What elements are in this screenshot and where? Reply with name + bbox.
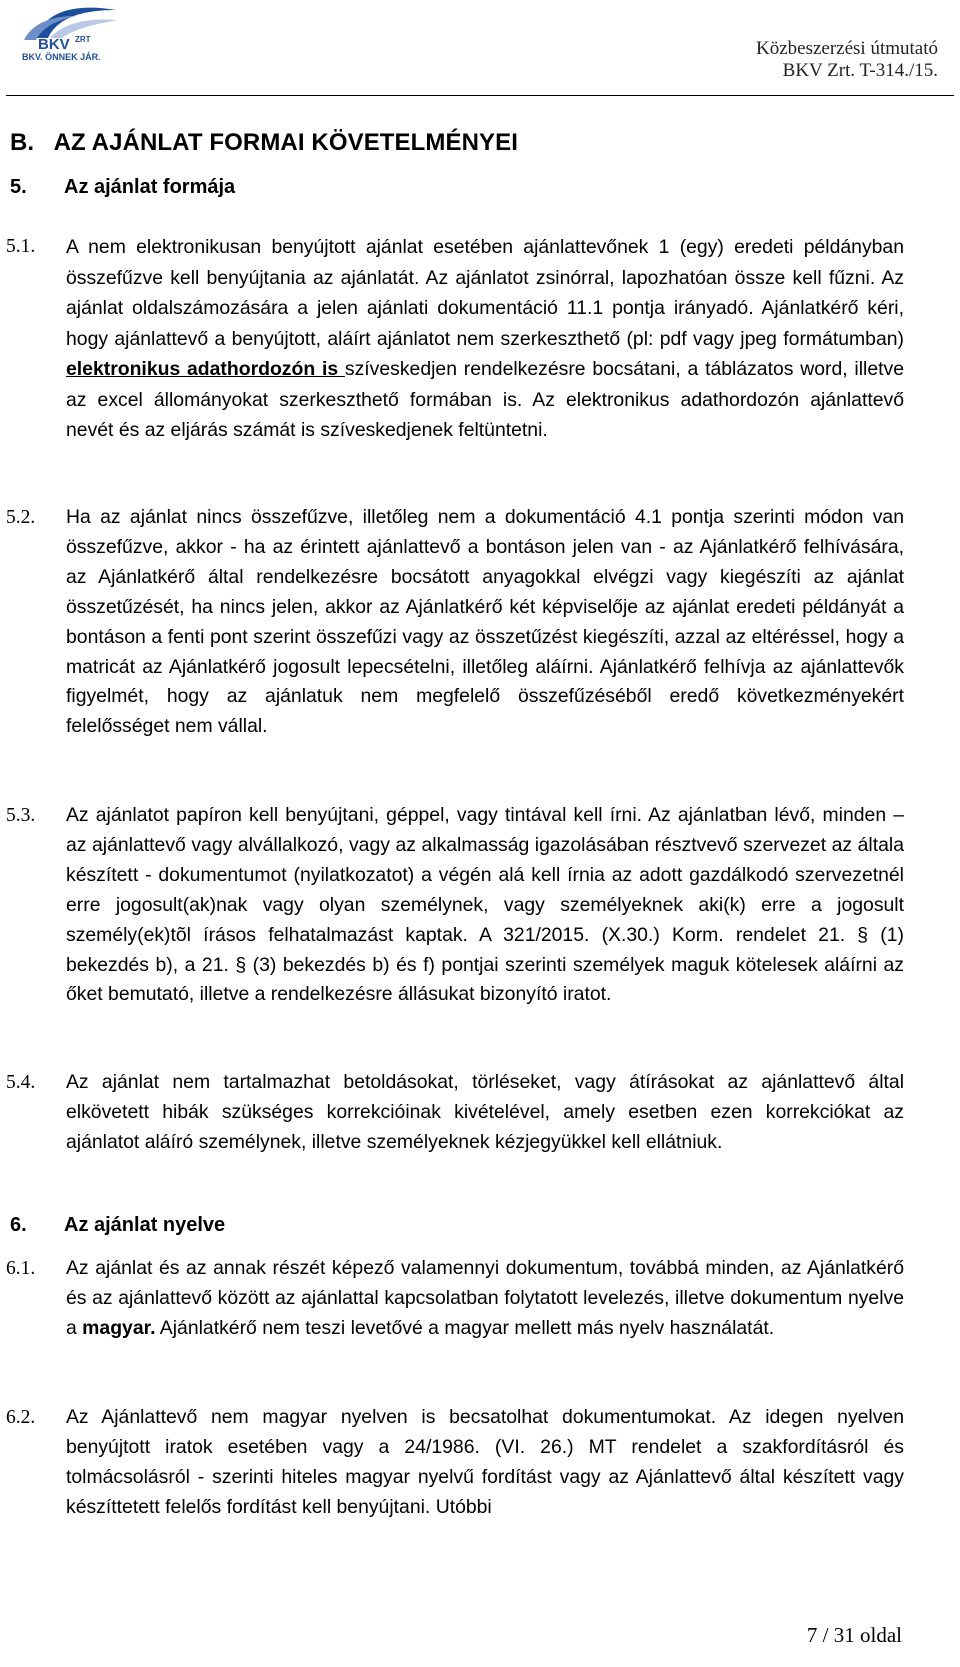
heading-6-title: Az ajánlat nyelve — [64, 1214, 226, 1236]
paragraph-6-2 — [0, 1403, 960, 1523]
heading-6-number: 6. — [10, 1214, 27, 1236]
paragraph-number: 5.4. — [6, 1072, 36, 1093]
logo-text: BKV — [38, 36, 70, 53]
bold-word: magyar. — [82, 1316, 156, 1339]
paragraph-number: 5.2. — [6, 507, 36, 528]
bkv-logo-mark — [6, 2, 126, 64]
heading-5-number: 5. — [10, 176, 27, 198]
section-title: B. AZ AJÁNLAT FORMAI KÖVETELMÉNYEI — [10, 129, 519, 156]
logo-sup: ZRT — [75, 35, 91, 44]
heading-5 — [10, 176, 235, 199]
paragraph-5-1 — [0, 232, 960, 446]
paragraph-5-3 — [0, 801, 960, 1010]
paragraph-text: Ha az ajánlat nincs összefűzve, illetőleg nem a dokumentáció 4.1 pontja szerinti módon van összefűzve, akkor - ha az érintett ajánlattevő a bontáson jelen van - az Ajánlatkérő felhívására, az Ajánlatkérő által rendelkezésre bocsátott anyagokkal elvégzi vagy kiegészíti az ajánlat összetűzését, ha nincs jelen, akkor az Ajánlatkérő két képviselője az ajánlat eredeti példányát a bontáson a fenti pont szerint összefűzi vagy az összetűzést kiegészíti, azzal az eltéréssel, hogy a matricát az Ajánlatkérő jogosult lepecsételni, illetőleg aláírni. Ajánlatkérő felhívja az ajánlattevők figyelmét, hogy az ajánlatuk nem megfelelő összefűzéséből eredő következményekért felelősséget nem vállal. — [66, 506, 904, 738]
header-divider — [6, 95, 954, 96]
paragraph-6-1 — [0, 1254, 960, 1344]
underlined-phrase: elektronikus adathordozón is — [66, 358, 345, 380]
page-number: 7 / 31 oldal — [806, 1623, 902, 1647]
doc-ref: BKV Zrt. T-314./15. — [782, 60, 938, 81]
paragraph-number: 5.1. — [6, 236, 36, 257]
paragraph-number: 6.1. — [6, 1258, 36, 1279]
paragraph-number: 6.2. — [6, 1407, 36, 1428]
paragraph-text: Az ajánlat nem tartalmazhat betoldásokat, törléseket, vagy átírásokat az ajánlattevő által elkövetett hibák szükséges korrekcióinak kivételével, amely esetben ezen korrekciókat az ajánlatot aláíró személynek, illetve személyeknek kézjegyükkel kell ellátniuk. — [66, 1071, 904, 1153]
heading-5-title: Az ajánlat formája — [64, 176, 236, 198]
paragraph-text: Az ajánlatot papíron kell benyújtani, géppel, vagy tintával kell írni. Az ajánlatban lévő, minden – az ajánlattevő vagy alvállalkozó, vagy az alkalmasság igazolásában résztvevő szervezet az általa készített - dokumentumot (nyilatkozatot) a végén alá kell írnia az adott gazdálkodó szervezetnél erre jogosult(ak)nak vagy olyan személynek, vagy személyeknek aki(k) erre a jogosult személy(ek)tõl írásos felhatalmazást kaptak. A 321/2015. (X.30.) Korm. rendelet 21. § (1) bekezdés b), a 21. § (3) bekezdés b) és f) pontjai szerinti személyek maguk kötelesek aláírni az őket bemutató, illetve a rendelkezésre állásukat bizonyító iratot. — [66, 804, 904, 1006]
logo-tagline: BKV. ÖNNEK JÁR. — [22, 52, 101, 62]
paragraph-5-4 — [0, 1068, 960, 1158]
document-header — [756, 38, 938, 82]
doc-title: Közbeszerzési útmutató — [755, 38, 938, 59]
paragraph-5-2 — [0, 503, 960, 742]
paragraph-text-cont: szíveskedjen rendelkezésre bocsátani, a táblázatos word, illetve az excel állományokat szerkeszthető formában is. Az elektronikus adathordozón ajánlattevő nevét és az eljárás számát is szíveskedjenek feltüntetni. — [66, 358, 904, 441]
bkv-logo — [6, 2, 126, 64]
paragraph-number: 5.3. — [6, 805, 36, 826]
paragraph-text: Az ajánlat és az annak részét képező valamennyi dokumentum, továbbá minden, az Ajánlatkérő és az ajánlattevő között az ajánlattal kapcsolatban folytatott levelezés, illetve dokumentum nyelve a — [66, 1257, 904, 1339]
heading-6 — [10, 1214, 225, 1237]
paragraph-text-cont: Ajánlatkérő nem teszi levetővé a magyar mellett más nyelv használatát. — [155, 1316, 775, 1339]
paragraph-text: Az Ajánlattevő nem magyar nyelven is becsatolhat dokumentumokat. Az idegen nyelven benyújtott iratok esetében vagy a 24/1986. (VI. 26.) MT rendelet a szakfordításról és tolmácsolásról - szerinti hiteles magyar nyelvű fordítást vagy az Ajánlattevő által készített vagy készíttetett felelős fordítást kell benyújtani. Utóbbi — [66, 1406, 904, 1518]
paragraph-text: A nem elektronikusan benyújtott ajánlat esetében ajánlattevőnek 1 (egy) eredeti példányban összefűzve kell benyújtania az ajánlatát. Az ajánlatot zsinórral, lapozhatóan össze kell fűzni. Az ajánlat oldalszámozására a jelen ajánlati dokumentáció 11.1 pontja irányadó. Ajánlatkérő kéri, hogy ajánlattevő a benyújtott, aláírt ajánlatot nem szerkeszthető (pl: pdf vagy jpeg formátumban) — [66, 236, 904, 350]
